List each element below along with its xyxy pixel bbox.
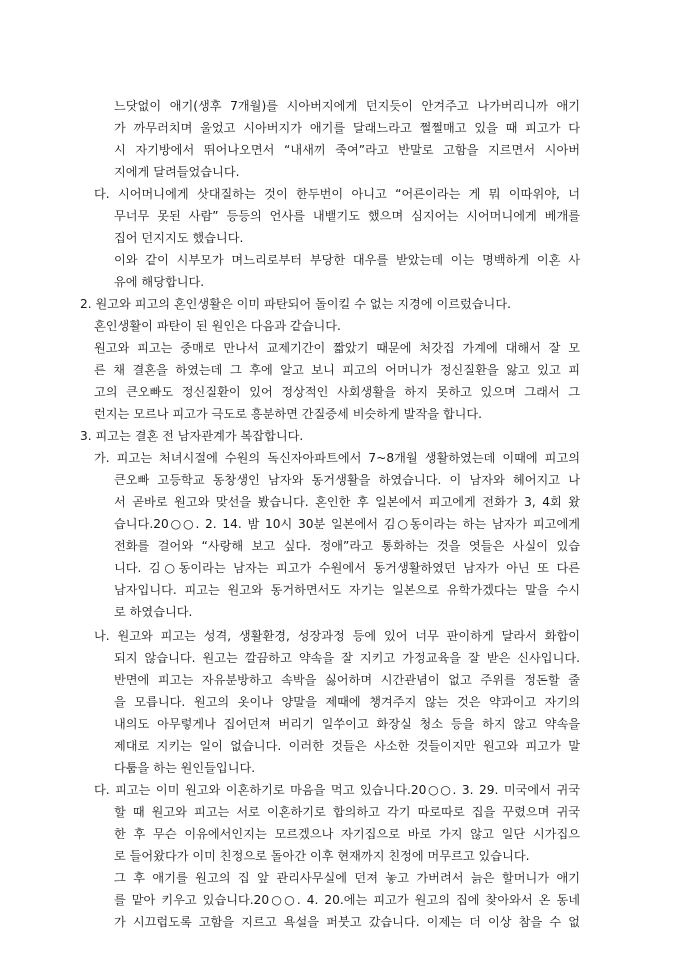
text-line: 전화를 걸어와 “사랑해 보고 싶다. 정애”라고 통화하는 것을 엿들은 사실이 있습 — [114, 539, 580, 553]
text-line: 혼인생활이 파탄이 된 원인은 다음과 같습니다. — [94, 319, 341, 333]
text-line: 로 하였습니다. — [114, 605, 193, 619]
text-line: 서 곧바로 원고와 맞선을 봤습니다. 혼인한 후 일본에서 피고에게 전화가 3, 4회 왔 — [114, 495, 580, 509]
section-heading-3: 3. 피고는 결혼 전 남자관계가 복잡합니다. — [80, 429, 304, 443]
text-line: 집어 던지지도 했습니다. — [114, 231, 244, 245]
text-line: 시 자기방에서 뛰어나오면서 “내새끼 죽여”라고 반말로 고함을 지르면서 시아버 — [114, 143, 580, 157]
text-line: 지에게 달려들었습니다. — [114, 165, 240, 179]
text-line: 이와 같이 시부모가 며느리로부터 부당한 대우를 받았는데 이는 명백하게 이혼 사 — [114, 253, 580, 267]
text-line: 다. 시어머니에게 삿대질하는 것이 한두번이 아니고 “어른이라는 게 뭐 이따위야, 너 — [94, 187, 580, 201]
text-line: 로 들어왔다가 이미 친정으로 돌아간 이후 현재까지 친정에 머무르고 있습니다. — [114, 849, 530, 863]
text-line: 한 후 무슨 이유에서인지는 모르겠으나 자기집으로 바로 가지 않고 일단 시가집으 — [114, 827, 580, 841]
text-line: 되지 않습니다. 원고는 깔끔하고 약속을 잘 지키고 가정교육을 잘 받은 신사입니다. — [114, 651, 580, 665]
text-line: 다. 피고는 이미 원고와 이혼하기로 마음을 먹고 있습니다.20○○. 3. 29. 미국에서 귀국 — [94, 783, 580, 797]
text-line: 큰오빠 고등학교 동창생인 남자와 동거생활을 하였습니다. 이 남자와 헤어지고 나 — [114, 473, 580, 487]
text-line: 반면에 피고는 자유분방하고 속박을 싫어하며 시간관념이 없고 주위를 정돈할 줄 — [114, 673, 580, 687]
text-line: 가 까무러치며 울었고 시아버지가 애기를 달래느라고 쩔쩔매고 있을 때 피고가 다 — [114, 121, 580, 135]
text-line: 남자입니다. 피고는 원고와 동거하면서도 자기는 일본으로 유학가겠다는 말을 수시 — [114, 583, 580, 597]
text-line: 다툼을 하는 원인들입니다. — [114, 761, 256, 775]
text-line: 제대로 지키는 일이 없습니다. 이러한 것들은 사소한 것들이지만 원고와 피고가 말 — [114, 739, 580, 753]
text-line: 른 채 결혼을 하였는데 그 후에 알고 보니 피고의 어머니가 정신질환을 앓고 있고 피 — [94, 363, 580, 377]
text-line: 가. 피고는 처녀시절에 수원의 독신자아파트에서 7~8개월 생활하였는데 이때에 피고의 — [94, 451, 580, 465]
text-line: 가 시끄럽도록 고함을 지르고 욕설을 퍼붓고 갔습니다. 이제는 더 이상 참을 수 없 — [114, 915, 580, 929]
text-line: 나. 원고와 피고는 성격, 생활환경, 성장과정 등에 있어 너무 판이하게 달라서 화합이 — [94, 629, 580, 643]
text-line: 런지는 모르나 피고가 극도로 흥분하면 간질증세 비슷하게 발작을 합니다. — [94, 407, 483, 421]
text-line: 원고와 피고는 중매로 만나서 교제기간이 짧았기 때문에 처갓집 가계에 대해서 잘 모 — [94, 341, 580, 355]
text-line: 그 후 애기를 원고의 집 앞 관리사무실에 던져 놓고 가버려서 늙은 할머니가 애기 — [114, 871, 580, 885]
section-heading-2: 2. 원고와 피고의 혼인생활은 이미 파탄되어 돌이킬 수 없는 지경에 이르렀습니다. — [80, 297, 511, 311]
text-line: 을 모릅니다. 원고의 옷이나 양말을 제때에 챙겨주지 않는 것은 약과이고 자기의 — [114, 695, 580, 709]
text-line: 습니다.20○○. 2. 14. 밤 10시 30분 일본에서 김○동이라는 하는 남자가 피고에게 — [114, 517, 580, 531]
text-line: 할 때 원고와 피고는 서로 이혼하기로 합의하고 각기 따로따로 집을 꾸렸으며 귀국 — [114, 805, 580, 819]
text-line: 무너무 못된 사람” 등등의 언사를 내뱉기도 했으며 심지어는 시어머니에게 베개를 — [114, 209, 580, 223]
text-line: 고의 큰오빠도 정신질환이 있어 정상적인 사회생활을 하지 못하고 있으며 그래서 그 — [94, 385, 580, 399]
text-line: 를 맡아 키우고 있습니다.20○○. 4. 20.에는 피고가 원고의 집에 찾아와서 온 동네 — [114, 893, 580, 907]
text-line: 유에 해당합니다. — [114, 275, 205, 289]
text-line: 느닷없이 애기(생후 7개월)를 시아버지에게 던지듯이 안겨주고 나가버리니까 애기 — [114, 99, 580, 113]
text-line: 내의도 아무렇게나 집어던져 버리기 일쑤이고 화장실 청소 등을 하지 않고 약속을 — [114, 717, 580, 731]
text-line: 니다. 김○동이라는 남자는 피고가 수원에서 동거생활하였던 남자가 아닌 또 다른 — [114, 561, 580, 575]
